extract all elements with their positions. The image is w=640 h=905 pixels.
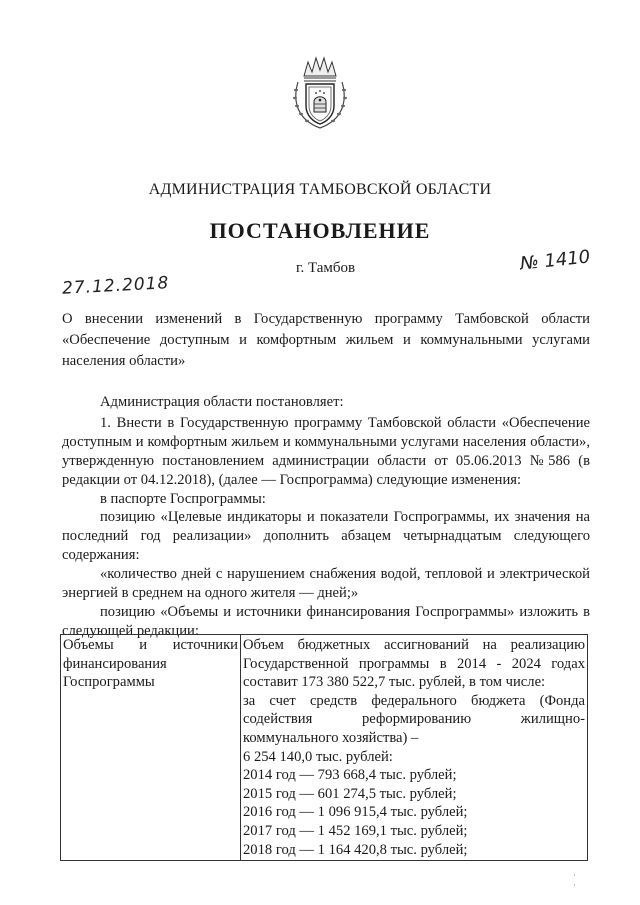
financing-year-line: 2014 год — 793 668,4 тыс. рублей; (243, 767, 457, 784)
financing-intro: Объем бюджетных ассигнований на реализацию Государственной программы в 2014 - 2024 годах составит 173 380 522,7 тыс. рублей, в том числе: (243, 637, 585, 691)
issuing-authority: АДМИНИСТРАЦИЯ ТАМБОВСКОЙ ОБЛАСТИ (148, 181, 492, 198)
financing-year-line: 2016 год — 1 096 915,4 тыс. рублей; (243, 804, 468, 821)
body-paragraph: позицию «Объемы и источники финансирования Госпрограммы» изложить в следующей редакции: (62, 603, 590, 639)
financing-source: за счет средств федерального бюджета (Фонда содействия реформированию жилищно-коммунального хозяйства) – (243, 692, 585, 746)
financing-total: 6 254 140,0 тыс. рублей: (243, 748, 393, 765)
scan-artifact (574, 884, 575, 886)
tambov-coat-of-arms-icon (290, 52, 350, 130)
financing-year-line: 2015 год — 601 274,5 тыс. рублей; (243, 785, 457, 802)
document-subject: О внесении изменений в Государственную программу Тамбовской области «Обеспечение доступным и комфортным жильем и коммунальными услугами населения области» (62, 311, 590, 369)
city-of-issue: г. Тамбов (296, 260, 356, 276)
handwritten-document-number: № 1410 (519, 246, 592, 275)
body-paragraph: Администрация области постановляет: (100, 394, 344, 410)
financing-year-line: 2018 год — 1 164 420,8 тыс. рублей; (243, 841, 468, 858)
financing-table (60, 634, 588, 861)
table-value-cell (241, 635, 588, 861)
body-paragraph: «количество дней с нарушением снабжения водой, тепловой и электрической энергией в среднем на одного жителя — дней;» (62, 566, 590, 602)
table-row (61, 635, 588, 861)
body-paragraph: в паспорте Госпрограммы: (100, 490, 266, 507)
body-paragraph: 1. Внести в Государственную программу Тамбовской области «Обеспечение доступным и комфортным жильем и коммунальными услугами населения области», утвержденную постановлением администрации области от 05.06.2013 №586 (в редакции от 04.12.2018), (далее — Госпрограмма) следующие изменения: (62, 414, 590, 488)
document-type-title: ПОСТАНОВЛЕНИЕ (209, 218, 431, 243)
body-paragraph: позицию «Целевые индикаторы и показатели Госпрограммы, их значения на последний год реализации» дополнить абзацем четырнадцатым следующего содержания: (62, 509, 590, 564)
scan-artifact (574, 874, 575, 876)
document-body (62, 393, 590, 641)
table-label-cell: Объемы и источники финансирования Госпрограммы (61, 635, 241, 861)
financing-year-line: 2017 год — 1 452 169,1 тыс. рублей; (243, 822, 468, 839)
handwritten-date: 27.12.2018 (61, 273, 170, 299)
